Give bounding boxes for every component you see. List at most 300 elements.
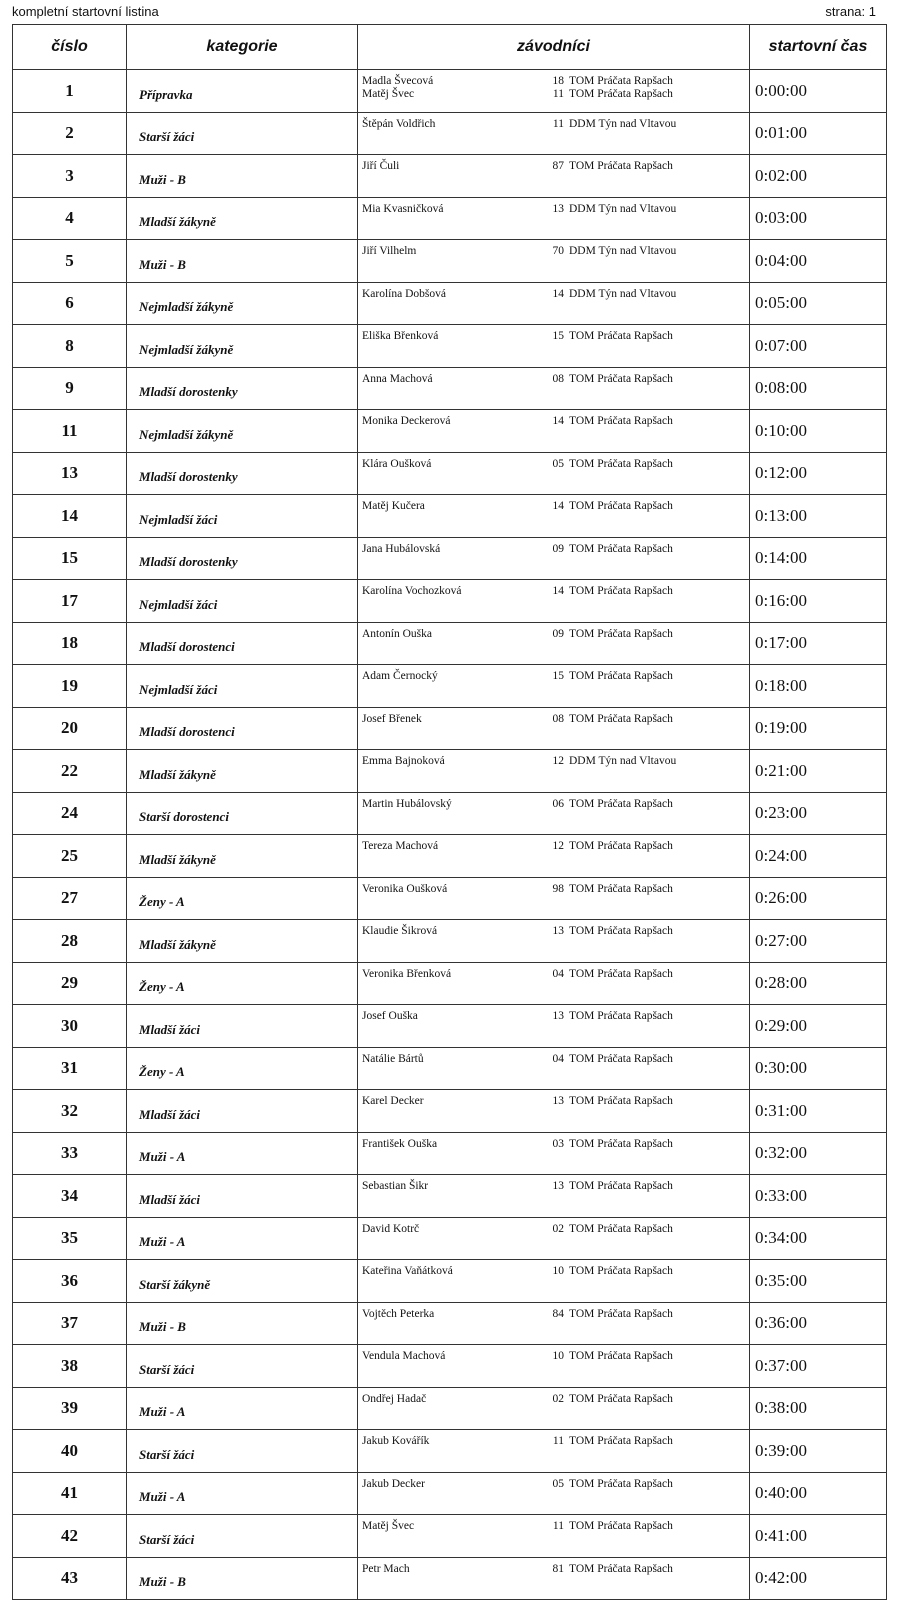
- competitors-cell: [358, 240, 750, 283]
- start-time: 0:18:00: [750, 665, 887, 708]
- competitor-name: Klára Oušková: [362, 457, 432, 470]
- competitor: [358, 288, 749, 301]
- competitors-cell: [358, 792, 750, 835]
- start-time: 0:28:00: [750, 962, 887, 1005]
- competitor-year: 13: [552, 1010, 564, 1022]
- competitor-club: TOM Práčata Rapšach: [569, 1477, 673, 1490]
- category: Mladší žáci: [127, 1175, 358, 1218]
- competitor-year: 05: [552, 1477, 564, 1490]
- start-number: 32: [13, 1090, 127, 1133]
- table-row: [13, 1260, 887, 1303]
- competitors-cell: [358, 877, 750, 920]
- category: Muži - B: [127, 240, 358, 283]
- table-row: [13, 1047, 887, 1090]
- competitor: [358, 1308, 749, 1321]
- competitor-year: 87: [552, 160, 564, 172]
- start-time: 0:02:00: [750, 155, 887, 198]
- competitor-club: TOM Práčata Rapšach: [569, 1392, 673, 1405]
- competitor-year: 14: [552, 287, 564, 300]
- competitor-name: Madla Švecová: [362, 75, 434, 87]
- competitor-club: TOM Práčata Rapšach: [569, 967, 673, 980]
- competitors-cell: [358, 580, 750, 623]
- competitor-club: TOM Práčata Rapšach: [569, 372, 673, 385]
- competitors-cell: [358, 537, 750, 580]
- start-number: 11: [13, 410, 127, 453]
- competitor-club: DDM Týn nad Vltavou: [569, 755, 677, 767]
- start-number: 2: [13, 112, 127, 155]
- category: Ženy - A: [127, 1047, 358, 1090]
- competitor-name: Karolína Dobšová: [362, 287, 446, 300]
- competitor: [358, 1095, 749, 1108]
- competitors-cell: [358, 920, 750, 963]
- competitor-club: TOM Práčata Rapšach: [569, 1222, 673, 1235]
- competitor-year: 08: [552, 712, 564, 725]
- start-time: 0:04:00: [750, 240, 887, 283]
- competitor-club: TOM Práčata Rapšach: [569, 1435, 673, 1447]
- table-row: [13, 1302, 887, 1345]
- table-row: [13, 1345, 887, 1388]
- category: Přípravka: [127, 70, 358, 113]
- table-row: [13, 495, 887, 538]
- competitors-cell: [358, 410, 750, 453]
- competitor: [358, 1393, 749, 1406]
- category: Starší žáci: [127, 1515, 358, 1558]
- competitor-name: Vojtěch Peterka: [362, 1307, 435, 1320]
- competitors-cell: [358, 282, 750, 325]
- start-number: 3: [13, 155, 127, 198]
- competitor-name: Veronika Břenková: [362, 967, 452, 980]
- competitor: [358, 160, 749, 173]
- start-time: 0:13:00: [750, 495, 887, 538]
- competitor-name: Petr Mach: [362, 1562, 410, 1575]
- table-row: [13, 282, 887, 325]
- competitor-year: 98: [552, 882, 564, 895]
- competitor-year: 11: [552, 1520, 564, 1532]
- start-number: 42: [13, 1515, 127, 1558]
- table-row: [13, 665, 887, 708]
- table-row: [13, 792, 887, 835]
- competitors-cell: [358, 962, 750, 1005]
- competitor-club: TOM Práčata Rapšach: [569, 160, 673, 172]
- competitor-year: 10: [552, 1350, 564, 1362]
- competitor-year: 13: [552, 1180, 564, 1192]
- start-number: 6: [13, 282, 127, 325]
- start-time: 0:17:00: [750, 622, 887, 665]
- competitor-name: Jiří Čuli: [362, 160, 400, 172]
- competitor-year: 12: [552, 755, 564, 767]
- start-number: 41: [13, 1472, 127, 1515]
- competitor: [358, 1010, 749, 1023]
- table-row: [13, 1472, 887, 1515]
- category: Starší žáci: [127, 112, 358, 155]
- competitor-year: 02: [552, 1392, 564, 1405]
- start-time: 0:16:00: [750, 580, 887, 623]
- table-row: [13, 877, 887, 920]
- competitor-year: 11: [552, 88, 564, 100]
- table-row: [13, 452, 887, 495]
- competitor-club: TOM Práčata Rapšach: [569, 1052, 673, 1065]
- competitor: [358, 415, 749, 428]
- start-time: 0:38:00: [750, 1387, 887, 1430]
- category: Mladší dorostenky: [127, 367, 358, 410]
- competitors-cell: [358, 707, 750, 750]
- table-row: [13, 920, 887, 963]
- category: Muži - A: [127, 1387, 358, 1430]
- competitor: [358, 1435, 749, 1448]
- start-number: 34: [13, 1175, 127, 1218]
- start-number: 35: [13, 1217, 127, 1260]
- category: Ženy - A: [127, 962, 358, 1005]
- competitor-club: TOM Práčata Rapšach: [569, 1095, 673, 1107]
- competitor: [358, 628, 749, 641]
- competitor-club: TOM Práčata Rapšach: [569, 500, 673, 512]
- competitors-cell: [358, 1090, 750, 1133]
- table-row: [13, 155, 887, 198]
- competitor: [358, 798, 749, 811]
- competitor-club: TOM Práčata Rapšach: [569, 925, 673, 937]
- competitors-cell: [358, 325, 750, 368]
- start-list-table: [12, 24, 887, 1600]
- competitor-year: 10: [552, 1265, 564, 1277]
- start-time: 0:08:00: [750, 367, 887, 410]
- header-row: [13, 25, 887, 70]
- competitor-name: Natálie Bártů: [362, 1052, 424, 1065]
- category: Muži - A: [127, 1472, 358, 1515]
- start-time: 0:39:00: [750, 1430, 887, 1473]
- start-number: 13: [13, 452, 127, 495]
- competitors-cell: [358, 1430, 750, 1473]
- competitor-club: TOM Práčata Rapšach: [569, 457, 673, 470]
- competitor-club: TOM Práčata Rapšach: [569, 627, 673, 640]
- column-header-zavodnici: závodníci: [358, 25, 750, 70]
- competitor-name: Josef Břenek: [362, 712, 422, 725]
- table-row: [13, 1387, 887, 1430]
- competitor-club: TOM Práčata Rapšach: [569, 585, 673, 597]
- competitors-cell: [358, 112, 750, 155]
- competitor-club: TOM Práčata Rapšach: [569, 542, 673, 555]
- competitor: [358, 755, 749, 768]
- table-row: [13, 367, 887, 410]
- table-row: [13, 750, 887, 793]
- category: Mladší žákyně: [127, 750, 358, 793]
- category: Mladší žáci: [127, 1090, 358, 1133]
- start-time: 0:41:00: [750, 1515, 887, 1558]
- competitor-club: TOM Práčata Rapšach: [569, 1562, 673, 1575]
- competitor-year: 14: [552, 585, 564, 597]
- competitor-year: 02: [552, 1222, 564, 1235]
- category: Nejmladší žáci: [127, 665, 358, 708]
- competitor-club: TOM Práčata Rapšach: [569, 670, 673, 682]
- competitor: [358, 373, 749, 386]
- competitors-cell: [358, 1132, 750, 1175]
- competitor-name: Josef Ouška: [362, 1010, 418, 1022]
- competitor-name: Tereza Machová: [362, 840, 439, 852]
- competitor-name: Karolína Vochozková: [362, 585, 462, 597]
- page-number: strana: 1: [825, 4, 876, 19]
- competitor-name: Mia Kvasničková: [362, 202, 444, 215]
- category: Mladší žáci: [127, 1005, 358, 1048]
- category: Mladší žákyně: [127, 920, 358, 963]
- competitor-name: Štěpán Voldřich: [362, 117, 436, 130]
- table-row: [13, 1005, 887, 1048]
- table-row: [13, 580, 887, 623]
- start-time: 0:05:00: [750, 282, 887, 325]
- competitor-club: DDM Týn nad Vltavou: [569, 245, 677, 257]
- category: Mladší žákyně: [127, 197, 358, 240]
- table-body: [13, 70, 887, 1600]
- competitor: [358, 968, 749, 981]
- category: Nejmladší žáci: [127, 580, 358, 623]
- start-number: 19: [13, 665, 127, 708]
- competitors-cell: [358, 1472, 750, 1515]
- competitors-cell: [358, 1005, 750, 1048]
- competitor: [358, 1223, 749, 1236]
- competitor-club: TOM Práčata Rapšach: [569, 1265, 673, 1277]
- start-number: 24: [13, 792, 127, 835]
- competitor: [358, 1180, 749, 1193]
- start-time: 0:33:00: [750, 1175, 887, 1218]
- start-number: 5: [13, 240, 127, 283]
- table-row: [13, 962, 887, 1005]
- start-number: 38: [13, 1345, 127, 1388]
- start-time: 0:35:00: [750, 1260, 887, 1303]
- category: Starší žáci: [127, 1345, 358, 1388]
- competitor-year: 15: [552, 670, 564, 682]
- competitor-club: TOM Práčata Rapšach: [569, 1307, 673, 1320]
- competitors-cell: [358, 197, 750, 240]
- competitor: [358, 330, 749, 343]
- competitor-club: TOM Práčata Rapšach: [569, 882, 673, 895]
- competitor-club: DDM Týn nad Vltavou: [569, 202, 677, 215]
- competitor-club: DDM Týn nad Vltavou: [569, 287, 677, 300]
- competitor-name: Jakub Kovářík: [362, 1435, 430, 1447]
- competitor-name: Matěj Švec: [362, 1520, 415, 1532]
- competitors-cell: [358, 750, 750, 793]
- category: Mladší dorostenci: [127, 707, 358, 750]
- competitor-year: 09: [552, 627, 564, 640]
- competitor: [358, 458, 749, 471]
- competitor-year: 13: [552, 1095, 564, 1107]
- start-time: 0:19:00: [750, 707, 887, 750]
- start-time: 0:01:00: [750, 112, 887, 155]
- competitor-year: 04: [552, 1052, 564, 1065]
- competitor-name: Monika Deckerová: [362, 415, 451, 427]
- competitor-year: 06: [552, 797, 564, 810]
- competitor: [358, 1138, 749, 1151]
- start-time: 0:26:00: [750, 877, 887, 920]
- competitor-name: Kateřina Vaňátková: [362, 1265, 453, 1277]
- competitors-cell: [358, 1387, 750, 1430]
- category: Mladší dorostenci: [127, 622, 358, 665]
- competitor-name: Emma Bajnoková: [362, 755, 445, 767]
- competitor-year: 14: [552, 415, 564, 427]
- category: Ženy - A: [127, 877, 358, 920]
- competitor-name: Anna Machová: [362, 372, 433, 385]
- competitor-club: TOM Práčata Rapšach: [569, 712, 673, 725]
- table-row: [13, 240, 887, 283]
- start-time: 0:23:00: [750, 792, 887, 835]
- table-row: [13, 112, 887, 155]
- start-number: 36: [13, 1260, 127, 1303]
- competitor-club: TOM Práčata Rapšach: [569, 75, 673, 87]
- table-row: [13, 197, 887, 240]
- category: Mladší dorostenky: [127, 537, 358, 580]
- competitor-year: 15: [552, 330, 564, 342]
- competitor-club: TOM Práčata Rapšach: [569, 415, 673, 427]
- competitors-cell: [358, 622, 750, 665]
- table-row: [13, 1430, 887, 1473]
- start-time: 0:14:00: [750, 537, 887, 580]
- competitors-cell: [358, 155, 750, 198]
- competitor: [358, 1478, 749, 1491]
- start-number: 33: [13, 1132, 127, 1175]
- competitors-cell: [358, 835, 750, 878]
- start-number: 43: [13, 1557, 127, 1600]
- competitors-cell: [358, 1217, 750, 1260]
- competitor: [358, 925, 749, 938]
- start-number: 39: [13, 1387, 127, 1430]
- start-time: 0:12:00: [750, 452, 887, 495]
- competitor: [358, 840, 749, 853]
- start-number: 31: [13, 1047, 127, 1090]
- competitor-name: Jiří Vilhelm: [362, 245, 417, 257]
- start-time: 0:30:00: [750, 1047, 887, 1090]
- competitor-club: TOM Práčata Rapšach: [569, 330, 673, 342]
- column-header-startovni-cas: startovní čas: [750, 25, 887, 70]
- competitor: [358, 88, 749, 101]
- competitors-cell: [358, 1515, 750, 1558]
- competitor-club: TOM Práčata Rapšach: [569, 1010, 673, 1022]
- category: Muži - A: [127, 1132, 358, 1175]
- competitor-year: 03: [552, 1137, 564, 1150]
- table-row: [13, 537, 887, 580]
- competitor-club: TOM Práčata Rapšach: [569, 1520, 673, 1532]
- start-time: 0:07:00: [750, 325, 887, 368]
- category: Muži - B: [127, 155, 358, 198]
- competitor-year: 70: [552, 245, 564, 257]
- table-row: [13, 707, 887, 750]
- competitor: [358, 543, 749, 556]
- competitors-cell: [358, 1557, 750, 1600]
- table-row: [13, 622, 887, 665]
- competitor-year: 18: [552, 75, 564, 87]
- competitor-year: 81: [552, 1562, 564, 1575]
- start-time: 0:40:00: [750, 1472, 887, 1515]
- competitor-name: Sebastian Šikr: [362, 1180, 429, 1192]
- column-header-kategorie: kategorie: [127, 25, 358, 70]
- table-row: [13, 1175, 887, 1218]
- competitor: [358, 75, 749, 88]
- category: Nejmladší žákyně: [127, 410, 358, 453]
- start-number: 9: [13, 367, 127, 410]
- competitor-name: Eliška Břenková: [362, 330, 439, 342]
- table-row: [13, 1132, 887, 1175]
- start-time: 0:37:00: [750, 1345, 887, 1388]
- start-time: 0:42:00: [750, 1557, 887, 1600]
- category: Nejmladší žáci: [127, 495, 358, 538]
- competitor-name: Adam Černocký: [362, 670, 438, 682]
- competitor-club: TOM Práčata Rapšach: [569, 88, 673, 100]
- category: Starší žáci: [127, 1430, 358, 1473]
- start-number: 17: [13, 580, 127, 623]
- competitor: [358, 500, 749, 513]
- category: Nejmladší žákyně: [127, 282, 358, 325]
- competitors-cell: [358, 495, 750, 538]
- start-time: 0:21:00: [750, 750, 887, 793]
- competitor-name: Klaudie Šikrová: [362, 925, 438, 937]
- column-header-cislo: číslo: [13, 25, 127, 70]
- start-number: 8: [13, 325, 127, 368]
- table-row: [13, 70, 887, 113]
- competitor-club: TOM Práčata Rapšach: [569, 1180, 673, 1192]
- start-number: 40: [13, 1430, 127, 1473]
- competitor-year: 13: [552, 925, 564, 937]
- table-header: [13, 25, 887, 70]
- table-row: [13, 1515, 887, 1558]
- start-time: 0:03:00: [750, 197, 887, 240]
- competitor-name: Matěj Švec: [362, 88, 415, 100]
- competitor-club: TOM Práčata Rapšach: [569, 840, 673, 852]
- competitor: [358, 1350, 749, 1363]
- competitor: [358, 670, 749, 683]
- start-time: 0:31:00: [750, 1090, 887, 1133]
- start-number: 27: [13, 877, 127, 920]
- competitor: [358, 1053, 749, 1066]
- competitor-name: David Kotrč: [362, 1222, 420, 1235]
- competitors-cell: [358, 1302, 750, 1345]
- competitor: [358, 1265, 749, 1278]
- start-number: 20: [13, 707, 127, 750]
- table-row: [13, 1090, 887, 1133]
- start-time: 0:27:00: [750, 920, 887, 963]
- competitor: [358, 713, 749, 726]
- competitor: [358, 585, 749, 598]
- competitors-cell: [358, 1260, 750, 1303]
- start-number: 30: [13, 1005, 127, 1048]
- category: Muži - A: [127, 1217, 358, 1260]
- table-row: [13, 1557, 887, 1600]
- competitors-cell: [358, 1175, 750, 1218]
- competitor-club: TOM Práčata Rapšach: [569, 797, 673, 810]
- competitor-name: Martin Hubálovský: [362, 797, 452, 810]
- start-number: 28: [13, 920, 127, 963]
- competitor-name: Veronika Oušková: [362, 882, 448, 895]
- start-time: 0:10:00: [750, 410, 887, 453]
- competitor: [358, 203, 749, 216]
- table-row: [13, 1217, 887, 1260]
- category: Mladší dorostenky: [127, 452, 358, 495]
- competitors-cell: [358, 1345, 750, 1388]
- competitor: [358, 1520, 749, 1533]
- category: Starší žákyně: [127, 1260, 358, 1303]
- competitor-year: 14: [552, 500, 564, 512]
- competitors-cell: [358, 367, 750, 410]
- start-time: 0:32:00: [750, 1132, 887, 1175]
- competitor-year: 13: [552, 202, 564, 215]
- start-number: 25: [13, 835, 127, 878]
- start-number: 4: [13, 197, 127, 240]
- competitor-club: TOM Práčata Rapšach: [569, 1137, 673, 1150]
- competitor-year: 84: [552, 1307, 564, 1320]
- competitor-name: Jakub Decker: [362, 1477, 425, 1490]
- competitor-year: 08: [552, 372, 564, 385]
- start-number: 37: [13, 1302, 127, 1345]
- competitors-cell: [358, 1047, 750, 1090]
- competitor-year: 09: [552, 542, 564, 555]
- competitor-year: 04: [552, 967, 564, 980]
- table-row: [13, 325, 887, 368]
- competitor-name: Karel Decker: [362, 1095, 424, 1107]
